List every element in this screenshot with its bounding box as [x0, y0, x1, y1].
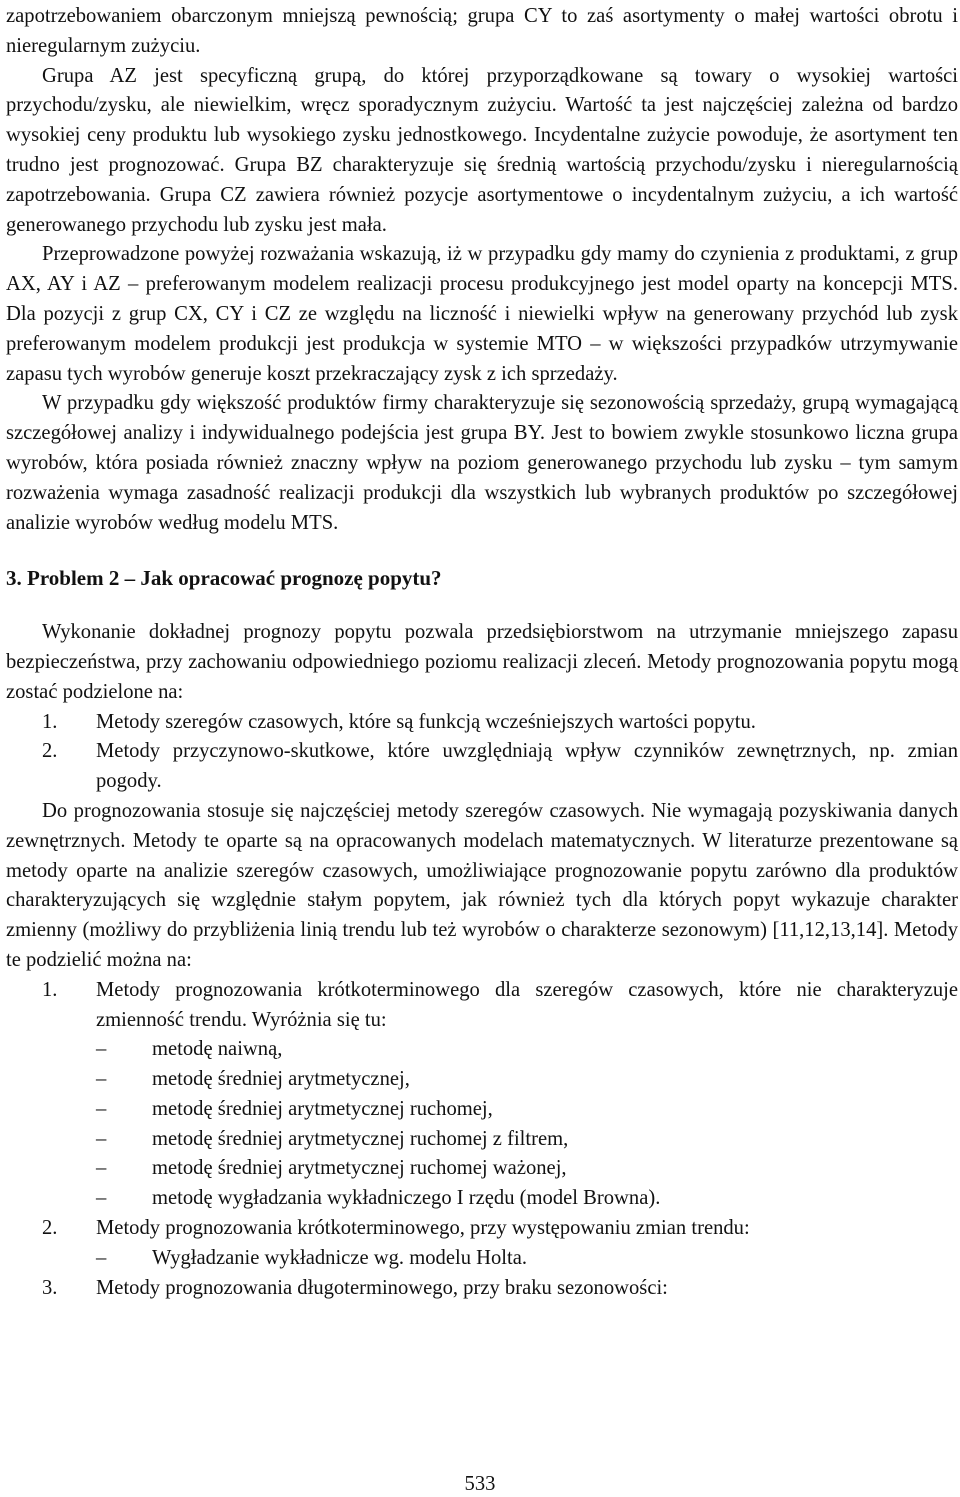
paragraph-2: Grupa AZ jest specyficzną grupą, do której przyporządkowane są towary o wysokiej wartości przychodu/zysku, ale niewielkim, wręcz sporadycznym zużyciu. Wartość ta jest najczęściej zależna od bardzo wysokiej ceny produktu lub wysokiego zysku jednostkowego. Incydentalne zużycie powoduje, że asortyment ten trudno jest prognozować. Grupa BZ charakteryzuje się średnią wartością przychodu/zysku i nieregularnością zapotrzebowania. Grupa CZ zawiera również pozycje asortymentowe o incydentalnym zużyciu, a ich wartość generowanego przychodu lub zysku jest mała. [6, 64, 958, 236]
section-heading: 3. Problem 2 – Jak opracować prognozę popytu? [6, 566, 442, 591]
list-item [6, 1274, 958, 1304]
list-item-text: metodę wygładzania wykładniczego I rzędu (model Browna). [152, 1187, 661, 1210]
page-number: 533 [464, 1473, 496, 1495]
list-item [96, 1244, 958, 1274]
paragraph-3: Przeprowadzone powyżej rozważania wskazują, iż w przypadku gdy mamy do czynienia z produktami, z grup AX, AY i AZ – preferowanym modelem realizacji procesu produkcyjnego jest model oparty na koncepcji MTS. Dla pozycji z grup CX, CY i CZ ze względu na liczność i niewielki wpływ na generowany przychód lub zysk preferowanym modelem produkcji jest produkcja w systemie MTO – w większości przypadków utrzymywanie zapasu tych wyrobów generuje koszt przekraczający zysk z ich sprzedaży. [6, 243, 958, 385]
dash-marker: – [96, 1187, 107, 1210]
list-item-text: metodę średniej arytmetycznej, [152, 1068, 410, 1091]
list-item [6, 976, 958, 1214]
short-term-methods-list [96, 1035, 958, 1214]
list-number: 1. [42, 710, 58, 733]
dash-marker: – [96, 1246, 107, 1269]
list-item [6, 1214, 958, 1274]
list-item [96, 1184, 958, 1214]
list-item-text: Metody prognozowania długoterminowego, przy braku sezonowości: [96, 1276, 668, 1299]
list-item-text: Metody szeregów czasowych, które są funkcją wcześniejszych wartości popytu. [96, 710, 756, 733]
page-content [6, 2, 958, 1303]
list-item [96, 1095, 958, 1125]
list-item-text: metodę średniej arytmetycznej ruchomej ważonej, [152, 1157, 567, 1180]
dash-marker: – [96, 1038, 107, 1061]
list-number: 2. [42, 1217, 58, 1240]
dash-marker: – [96, 1157, 107, 1180]
dash-marker: – [96, 1068, 107, 1091]
list-number: 2. [42, 740, 58, 763]
list-item [96, 1154, 958, 1184]
list-number: 3. [42, 1276, 58, 1299]
list-item [6, 708, 958, 738]
spacer [6, 594, 958, 618]
list-item-text: Metody przyczynowo-skutkowe, które uwzględniają wpływ czynników zewnętrznych, np. zmian pogody. [96, 740, 958, 793]
forecast-methods-list [6, 976, 958, 1304]
list-item [6, 737, 958, 797]
list-item [96, 1035, 958, 1065]
dash-marker: – [96, 1127, 107, 1150]
spacer [6, 538, 958, 564]
list-item-text: metodę średniej arytmetycznej ruchomej z filtrem, [152, 1127, 569, 1150]
trend-methods-list [96, 1244, 958, 1274]
list-item-text: Metody prognozowania krótkoterminowego dla szeregów czasowych, które nie charakteryzuje zmienność trendu. Wyróżnia się tu: [96, 978, 958, 1031]
list-item [96, 1065, 958, 1095]
list-item [96, 1125, 958, 1155]
dash-marker: – [96, 1097, 107, 1120]
paragraph-4: W przypadku gdy większość produktów firmy charakteryzuje się sezonowością sprzedaży, grupą wymagającą szczegółowej analizy i indywidualnego podejścia jest grupa BY. Jest to bowiem zwykle stosunkowo liczna grupa wyrobów, która posiada również znaczny wpływ na poziom generowanego przychodu lub zysku – tym samym rozważenia wymaga zasadność realizacji produkcji dla wszystkich lub wybranych produktów po szczegółowej analizie wyrobów według modelu MTS. [6, 392, 958, 534]
list-item-text: Metody prognozowania krótkoterminowego, przy występowaniu zmian trendu: [96, 1217, 750, 1240]
list-item-text: Wygładzanie wykładnicze wg. modelu Holta. [152, 1246, 528, 1269]
method-types-list [6, 708, 958, 797]
paragraph-6: Do prognozowania stosuje się najczęściej metody szeregów czasowych. Nie wymagają pozyskiwania danych zewnętrznych. Metody te oparte są na opracowanych modelach matematycznych. W literaturze prezentowane są metody oparte na analizie szeregów czasowych, umożliwiające prognozowanie popytu zarówno dla produktów charakteryzujących się względnie stałym popytem, jak również tych dla których popyt wykazuje charakter zmienny (możliwy do przybliżenia linią trendu lub też wyrobów o charakterze sezonowym) [11,12,13,14]. Metody te podzielić można na: [6, 799, 958, 971]
paragraph-5: Wykonanie dokładnej prognozy popytu pozwala przedsiębiorstwom na utrzymanie mniejszego zapasu bezpieczeństwa, przy zachowaniu odpowiedniego poziomu realizacji zleceń. Metody prognozowania popytu mogą zostać podzielone na: [6, 621, 958, 703]
list-item-text: metodę naiwną, [152, 1038, 283, 1061]
list-number: 1. [42, 978, 58, 1001]
paragraph-1: zapotrzebowaniem obarczonym mniejszą pewnością; grupa CY to zaś asortymenty o małej wartości obrotu i nieregularnym zużyciu. [6, 5, 958, 57]
list-item-text: metodę średniej arytmetycznej ruchomej, [152, 1097, 493, 1120]
